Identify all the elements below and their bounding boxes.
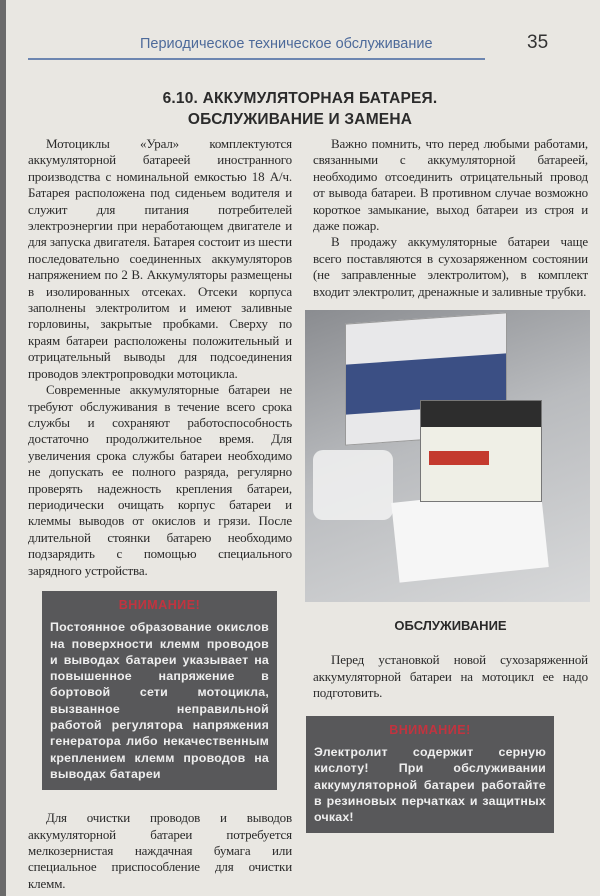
page-number: 35	[527, 32, 549, 53]
warning-heading: ВНИМАНИЕ!	[118, 597, 201, 612]
warning-heading: ВНИМАНИЕ!	[389, 722, 471, 737]
warning-box	[306, 716, 554, 834]
running-header: Периодическое техническое обслуживание	[140, 36, 433, 52]
paragraph: В продажу аккумуляторные батареи чаще всего поставляются в сухозаряженном состоянии (не заправленные электролитом), в комплект входит электролит, дренажные и заливные трубки.	[313, 234, 588, 299]
paragraph: Важно помнить, что перед любыми работами, связанными с аккумуляторной батареей, необходимо отсоединить отрицательный провод от вывода батареи. В противном случае возможно короткое замыкание, выход батареи из строя и даже пожар.	[313, 136, 588, 234]
section-title-line2: ОБСЛУЖИВАНИЕ И ЗАМЕНА	[187, 111, 413, 128]
electrolyte-bag-image	[313, 450, 393, 520]
section-title	[0, 88, 600, 130]
paragraph: Мотоциклы «Урал» комплектуются аккумуляторной батареей иностранного производства с номинальной емкостью 18 А/ч. Батарея расположена под сиденьем водителя и служит для питания потребителей электроэнергии при неработающем двигателе и для запуска двигателя. Батарея состоит из шести последовательно соединенных аккумуляторов напряжением по 2 В. Аккумуляторы размещены в изолированных отсеках. Отсеки корпуса заполнены электролитом и имеют заливные горловины, закрытые пробками. Сверху по краям батареи расположены положительный и отрицательный выводы для подсоединения проводов электропроводки мотоцикла.	[28, 136, 292, 381]
page-binding-edge	[0, 0, 6, 896]
paragraph: Для очистки проводов и выводов аккумуляторной батареи потребуется мелкозернистая наждачная бумага или специальное приспособление для очистки клемм.	[28, 810, 292, 891]
warning-box	[42, 591, 277, 790]
battery-kit-photo	[305, 310, 590, 602]
warning-text: Постоянное образование окислов на поверхности клемм проводов и выводах батареи указывает на повышенное напряжение в бортовой сети мотоцикла, вызванное неправильной работой регулятора напряжения генератора либо некачественным креплением клемм проводов на выводах батареи	[50, 620, 269, 781]
left-column	[28, 136, 292, 892]
paragraph: Современные аккумуляторные батареи не требуют обслуживания в течение всего срока службы и сохраняют работоспособность достаточно продолжительное время. Для увеличения срока службы батареи необходимо не допускать ее полного разряда, регулярно проверять надежность крепления батареи, периодически очищать корпус батареи и клеммы выводов от окислов и грязи. После длительной стоянки батарею необходимо подзарядить с помощью специального зарядного устройства.	[28, 382, 292, 578]
warning-text: Электролит содержит серную кислоту! При обслуживании аккумуляторной батареи работайте в резиновых перчатках и защитных очках!	[314, 744, 546, 825]
battery-image	[420, 400, 542, 502]
header-rule	[28, 58, 485, 60]
section-title-line1: 6.10. АККУМУЛЯТОРНАЯ БАТАРЕЯ.	[162, 90, 438, 107]
subheading: ОБСЛУЖИВАНИЕ	[394, 618, 507, 634]
right-column	[313, 136, 588, 833]
paragraph: Перед установкой новой сухозаряженной аккумуляторной батареи на мотоцикл ее надо подготовить.	[313, 652, 588, 701]
